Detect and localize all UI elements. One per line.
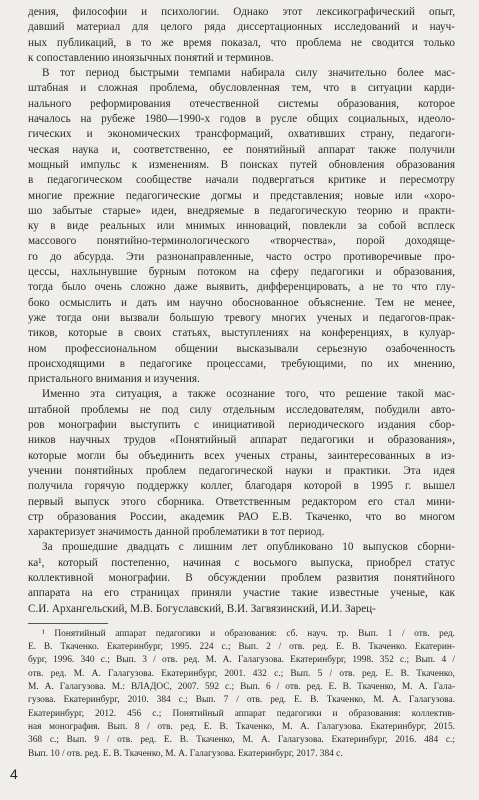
text-line: С.И. Архангельский, М.В. Богуславский, В.И. Загвязинский, И.И. Зарец- [28, 602, 376, 615]
text-line: началось на рубеже 1980—1990-х годов в русле общих социальных, идеоло- [28, 113, 455, 126]
text-line: ров монографии выступить с инициативой периодического издания сбор- [28, 419, 455, 432]
text-line: мощный импульс к изменениям. В поисках путей обновления образования [28, 158, 455, 171]
text-line: шо забытые старые» идеи, внедряемые в педагогическую теорию и практи- [28, 204, 455, 217]
body-text [28, 5, 455, 617]
text-line: гических и экономических трансформаций, охвативших страну, педагоги- [28, 128, 455, 141]
text-line: В тот период быстрыми темпами набирала силу значительно более мас- [42, 67, 455, 80]
text-line: пристального внимания и изучения. [28, 373, 200, 386]
paragraph [28, 66, 455, 387]
text-line: ников научных трудов «Понятийный аппарат педагогики и образования», [28, 434, 455, 447]
text-line: ческая наука и, соответственно, ее понятийный аппарат также получили [28, 143, 455, 156]
paragraph [28, 540, 455, 616]
text-line: многие прежние педагогические догмы и представления; новые или «хоро- [28, 189, 455, 202]
text-line: ку в виде реальных или мнимых инноваций, повлекли за собой всплеск [28, 220, 455, 233]
footnote-line: гузова. Екатеринбург, 2010. 384 с.; Вып. 7 / отв. ред. Е. В. Ткаченко, М. А. Галагузова. [28, 695, 455, 706]
text-line: го до абсурда. Эти разнонаправленные, часто остро противоречивые про- [28, 250, 455, 263]
text-line: стр образования России, академик РАО Е.В. Ткаченко, что во многом [28, 510, 455, 523]
text-line: ных публикаций, в то же время показал, что проблема не сводится только [28, 36, 455, 49]
text-line: тиков, которые в своих статьях, выступлениях на конференциях, в кулуар- [28, 327, 455, 340]
text-line: к сопоставлению иноязычных понятий и терминов. [28, 51, 274, 64]
text-line: получила горячую поддержку коллег, благодаря которой в 1995 г. вышел [28, 480, 455, 493]
footnote [28, 628, 455, 761]
footnote-line: Е. В. Ткаченко. Екатеринбург, 1995. 224 с.; Вып. 2 / отв. ред. Е. В. Ткаченко. Екатерин- [28, 642, 455, 653]
footnote-line: ная монография. Вып. 8 / отв. ред. Е. В. Ткаченко, М. А. Галагузова. Екатеринбург, 2015. [28, 721, 455, 732]
text-line: характеризует значимость данной проблематики в тот период. [28, 526, 325, 539]
paragraph [28, 5, 455, 66]
text-line: массового понятийно-терминологического «творчества», порой доходяще- [28, 235, 455, 248]
footnote-line: Вып. 10 / отв. ред. Е. В. Ткаченко, М. А. Галагузова. Екатеринбург, 2017. 384 с. [28, 748, 343, 759]
text-line: штабной проблемы не под силу отдельным исследователям, побудили авто- [28, 403, 455, 416]
footnote-line: отв. ред. М. А. Галагузова. Екатеринбург, 2001. 432 с.; Вып. 5 / отв. ред. Е. В. Ткаченко, [28, 668, 455, 679]
text-line: в педагогическом сообществе начали подвергаться критике и пересмотру [28, 174, 455, 187]
text-line: цессы, нахлынувшие бурным потоком на сферу педагогики и образования, [28, 266, 455, 279]
footnote-line: 368 с.; Вып. 9 / отв. ред. Е. В. Ткаченко, М. А. Галагузова. Екатеринбург, 2016. 484 с.; [28, 735, 455, 746]
text-line: штабная и сложная проблема, обусловленная тем, что в ситуации карди- [28, 82, 455, 95]
text-line: происходящими в педагогике процессами, требующими, по их мнению, [28, 357, 455, 370]
page-number: 4 [10, 766, 18, 782]
text-line: которые могли бы объединить всех ученых страны, заинтересованных в из- [28, 449, 455, 462]
footnote-separator [28, 623, 108, 624]
footnote-line: М. А. Галагузова. М.: ВЛАДОС, 2007. 592 с.; Вып. 6 / отв. ред. Е. В. Ткаченко, М. А. Гала- [28, 682, 455, 693]
text-line: давший материал для целого ряда диссертационных исследований и науч- [28, 21, 455, 34]
text-line: уже тогда они вызвали большую тревогу многих ученых и педагогов-прак- [28, 311, 455, 324]
footnote-line: Екатеринбург, 2012. 456 с.; Понятийный аппарат педагогики и образования: коллектив- [28, 708, 455, 719]
text-line: Именно эта ситуация, а также осознание того, что решение такой мас- [42, 388, 455, 401]
footnote-line: бург, 1996. 340 с.; Вып. 3 / отв. ред. М. А. Галагузова. Екатеринбург, 1998. 352 с.; Вып. 4 / [28, 655, 455, 666]
paragraph [28, 387, 455, 540]
text-line: первый выпуск этого сборника. Ответственным редактором его стал мини- [28, 495, 455, 508]
text-line: тогда было очень сложно даже выявить, дифференцировать, а не то что глу- [28, 281, 455, 294]
text-line: дения, философии и психологии. Однако этот лексикографический опыт, [28, 6, 455, 18]
text-line: нального реформирования отечественной системы образования, которое [28, 97, 455, 110]
footnote-line: ¹ Понятийный аппарат педагогики и образования: сб. науч. тр. Вып. 1 / отв. ред. [42, 628, 455, 639]
text-line: ка¹, который постепенно, начиная с восьмого выпуска, приобрел статус [28, 556, 455, 569]
text-line: аппарата на его страницах приняли участие такие известные ученые, как [28, 587, 455, 600]
text-line: учении понятийных проблем педагогической науки и практики. Эта идея [28, 464, 455, 477]
text-line: За прошедшие двадцать с лишним лет опубликовано 10 выпусков сборни- [42, 541, 455, 554]
text-line: боко осмыслить и дать им научно обоснованное объяснение. Тем не менее, [28, 296, 455, 309]
text-line: ном профессиональном общении высказывали серьезную озабоченность [28, 342, 455, 355]
text-line: коллективной монографии. В обсуждении проблем развития понятийного [28, 571, 455, 584]
